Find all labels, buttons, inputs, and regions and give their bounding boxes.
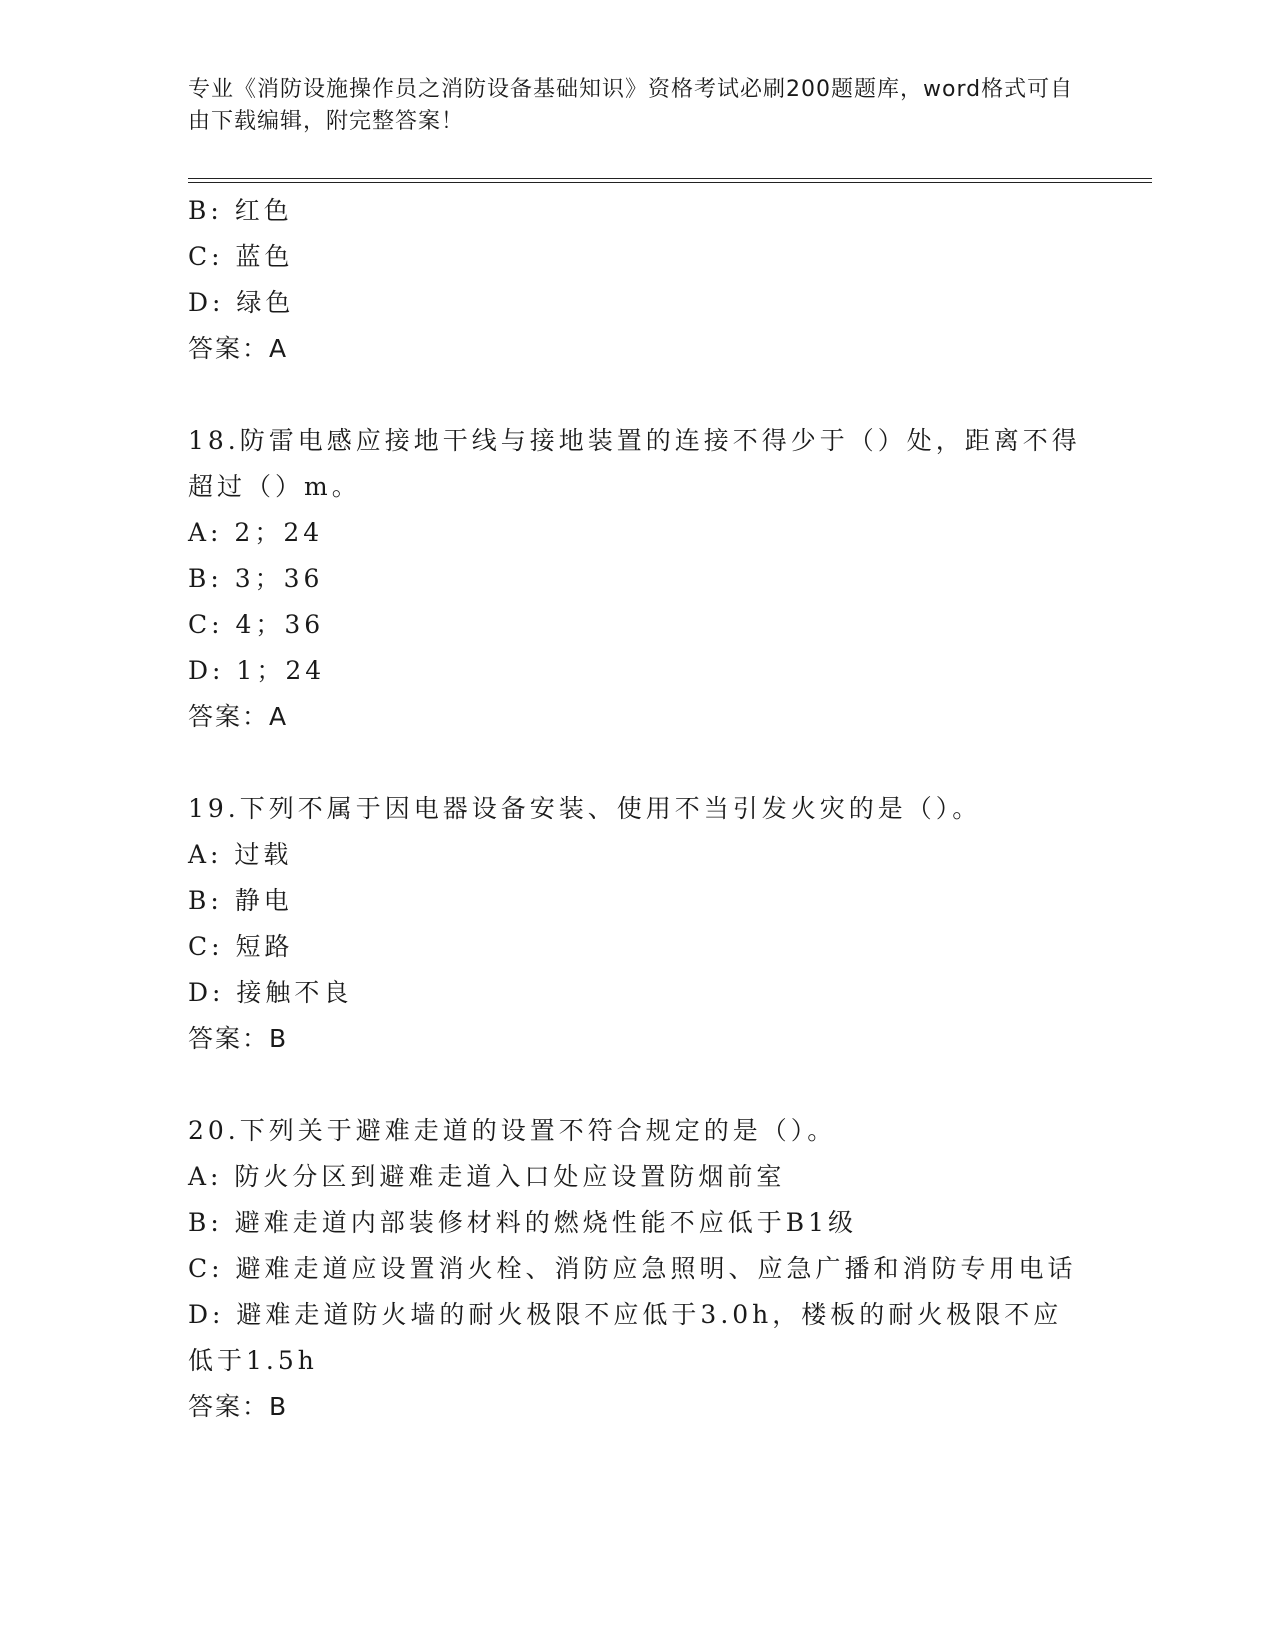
option-c: C: 4；36 bbox=[188, 610, 325, 639]
option-c: C: 避难走道应设置消火栓、消防应急照明、应急广播和消防专用电话 bbox=[188, 1254, 1077, 1283]
option-d: D: 1；24 bbox=[188, 656, 326, 685]
spacer bbox=[188, 740, 1088, 786]
document-header: 专业《消防设施操作员之消防设备基础知识》资格考试必刷200题题库，word格式可自由下载编辑，附完整答案！ bbox=[188, 77, 1074, 134]
answer: 答案：A bbox=[188, 334, 289, 363]
question-list bbox=[188, 188, 1088, 1430]
option-a: A: 防火分区到避难走道入口处应设置防烟前室 bbox=[188, 1162, 786, 1191]
question-20 bbox=[188, 1108, 1088, 1430]
question-text: 18.防雷电感应接地干线与接地装置的连接不得少于（）处，距离不得超过（）m。 bbox=[188, 426, 1081, 501]
header-divider-second bbox=[188, 182, 1152, 183]
spacer bbox=[188, 1062, 1088, 1108]
option-d: D: 避难走道防火墙的耐火极限不应低于3.0h，楼板的耐火极限不应低于1.5h bbox=[188, 1300, 1063, 1375]
question-17-fragment bbox=[188, 188, 1088, 372]
option-b: B: 红色 bbox=[188, 196, 293, 225]
question-text: 20.下列关于避难走道的设置不符合规定的是（）。 bbox=[188, 1116, 837, 1145]
option-b: B: 避难走道内部装修材料的燃烧性能不应低于B1级 bbox=[188, 1208, 858, 1237]
option-d: D: 绿色 bbox=[188, 288, 295, 317]
answer: 答案：B bbox=[188, 1392, 289, 1421]
option-a: A: 2；24 bbox=[188, 518, 324, 547]
spacer bbox=[188, 372, 1088, 418]
option-a: A: 过载 bbox=[188, 840, 293, 869]
answer: 答案：A bbox=[188, 702, 289, 731]
option-b: B: 3；36 bbox=[188, 564, 324, 593]
header-divider bbox=[188, 178, 1152, 179]
question-19 bbox=[188, 786, 1088, 1062]
option-c: C: 短路 bbox=[188, 932, 294, 961]
option-b: B: 静电 bbox=[188, 886, 293, 915]
answer: 答案：B bbox=[188, 1024, 289, 1053]
question-18 bbox=[188, 418, 1088, 740]
option-c: C: 蓝色 bbox=[188, 242, 294, 271]
option-d: D: 接触不良 bbox=[188, 978, 353, 1007]
question-text: 19.下列不属于因电器设备安装、使用不当引发火灾的是（）。 bbox=[188, 794, 982, 823]
